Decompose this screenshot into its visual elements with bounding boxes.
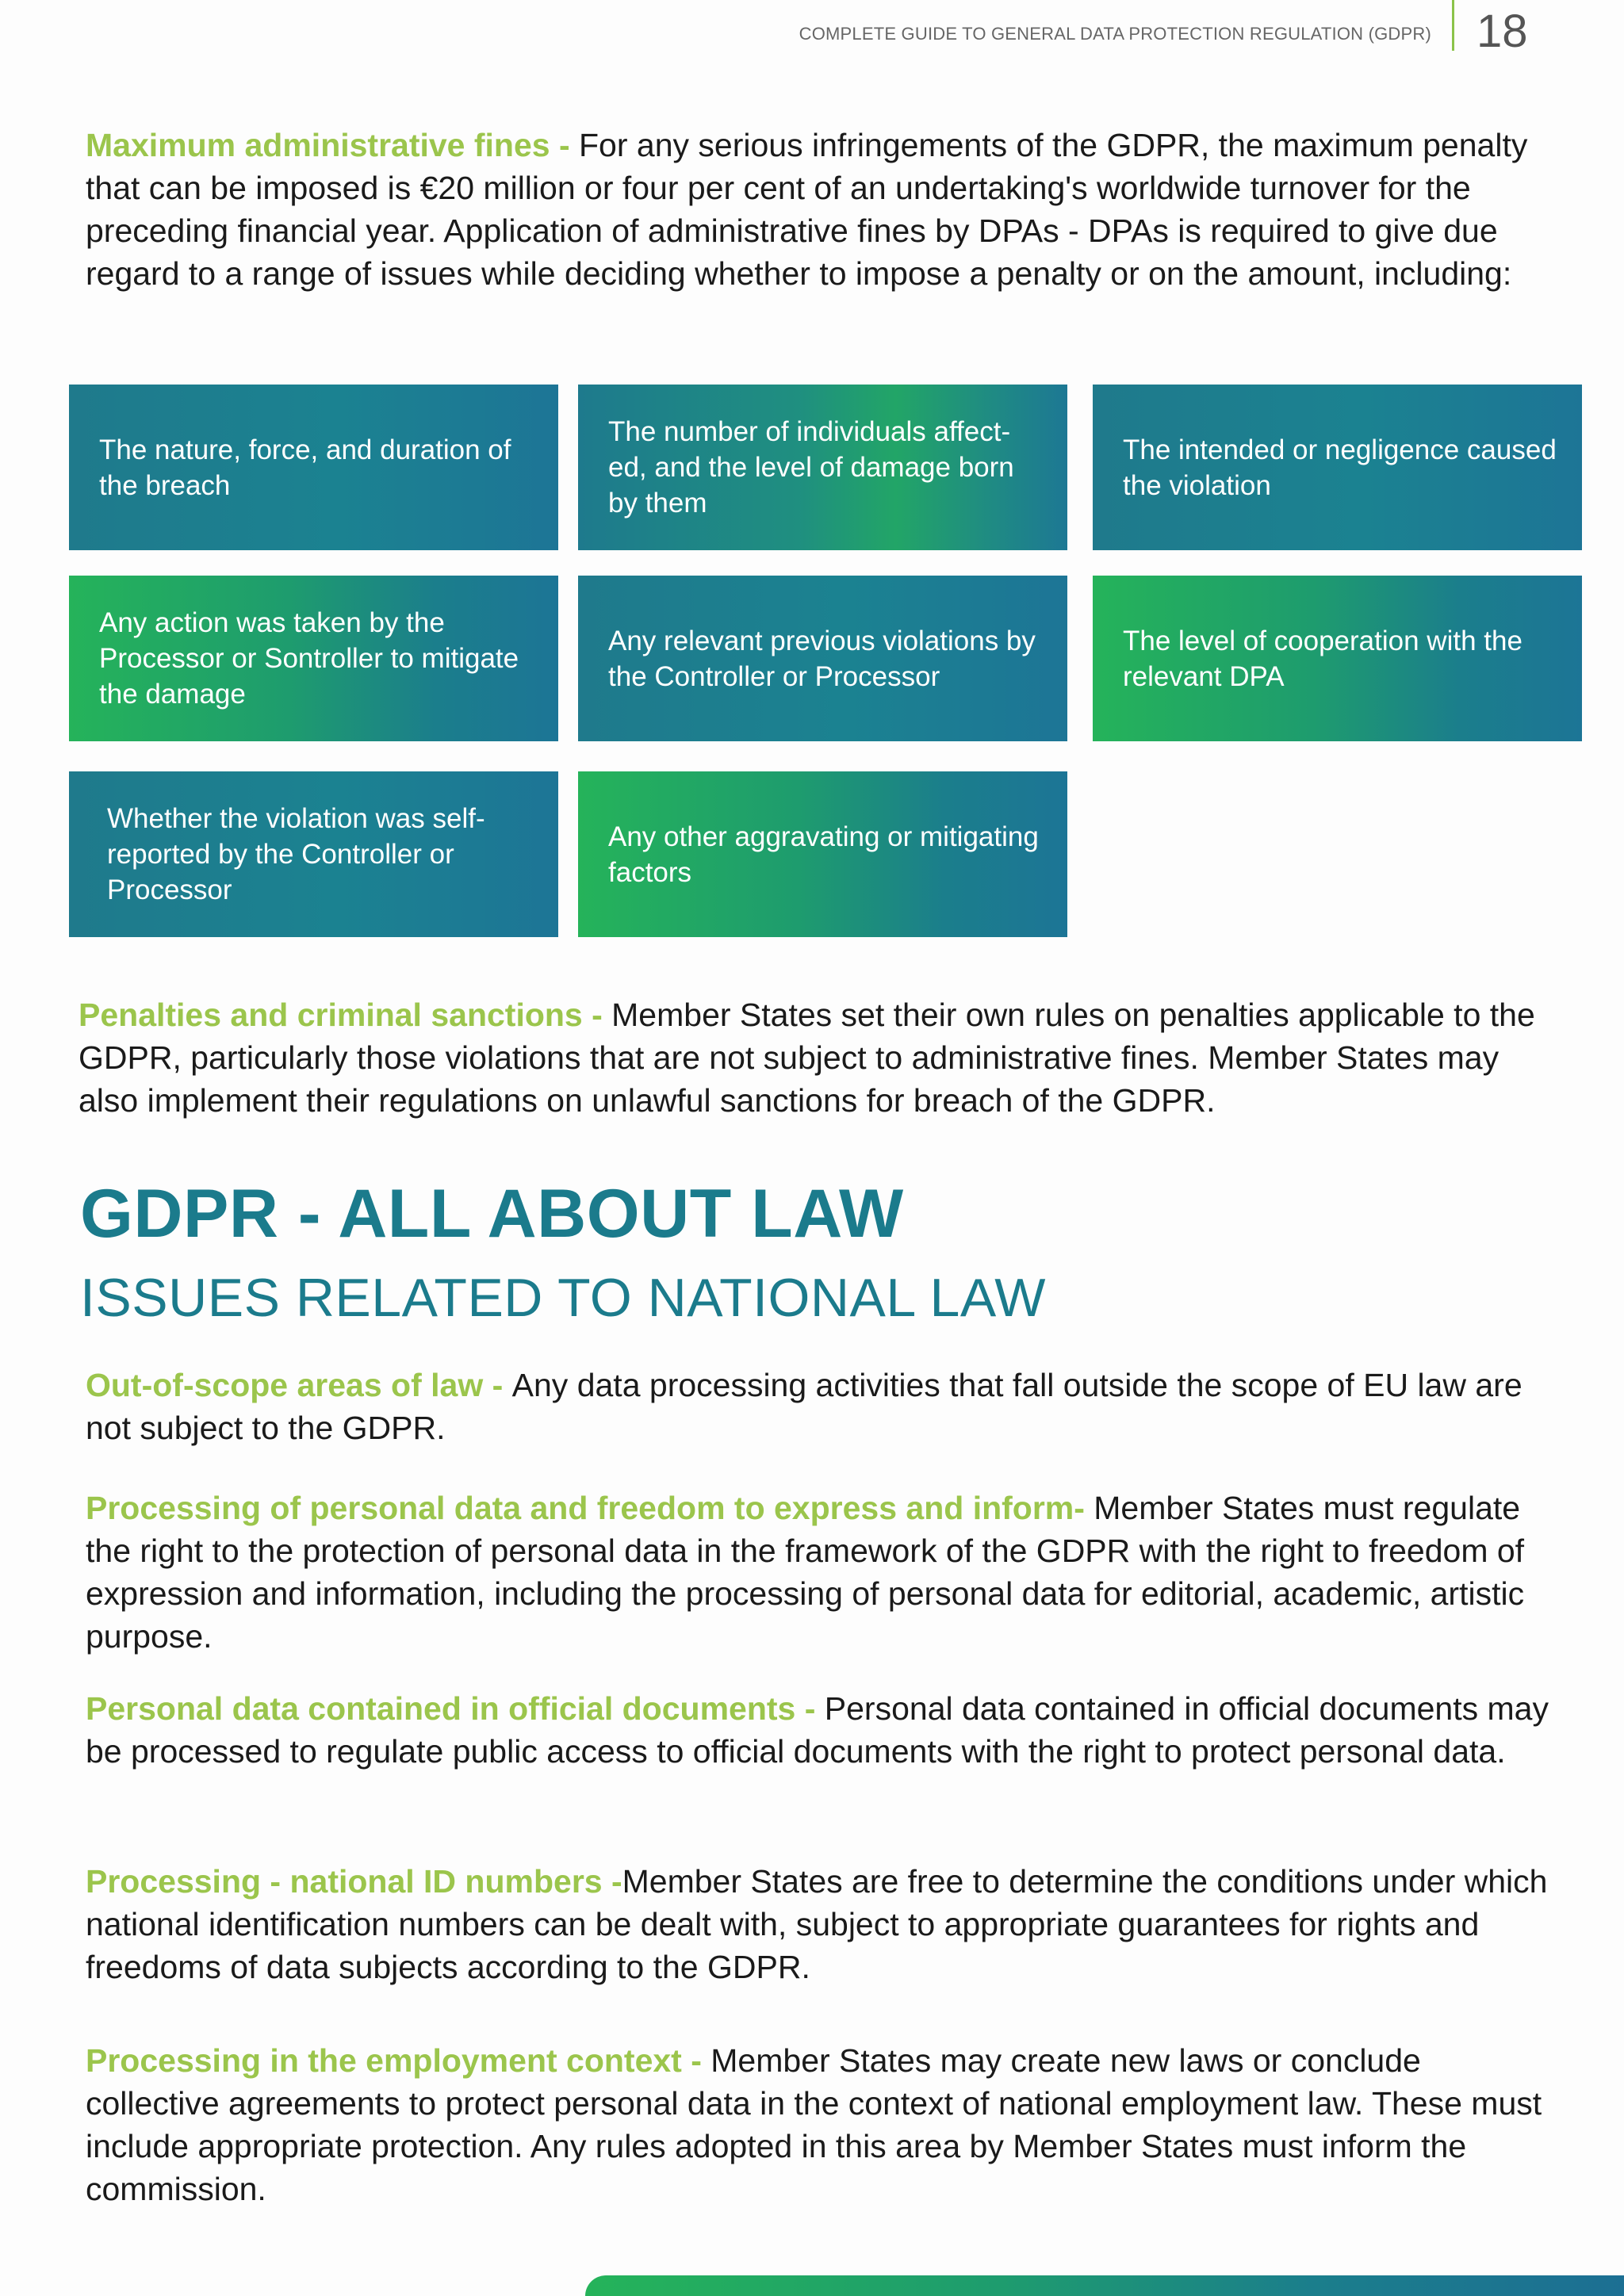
section-title: GDPR - ALL ABOUT LAW (80, 1176, 904, 1252)
item-text: Member States may create new laws or conclude collective agreements to protect personal data in the context of national employment law. These must include appropriate protection. Any rules adopted in this area by Member States must inform the commission. (86, 2042, 1542, 2207)
header-divider (1452, 0, 1454, 51)
document-title: COMPLETE GUIDE TO GENERAL DATA PROTECTION REGULATION (GDPR) (799, 24, 1431, 44)
item-text: Any data processing activities that fall outside the scope of EU law are not subject to the GDPR. (86, 1367, 1522, 1446)
item-lead: Processing - national ID numbers - (86, 1863, 622, 1900)
factor-text: The intended or negligence caused the violation (1123, 434, 1557, 501)
factor-text: The number of individuals affect-ed, and the level of damage born by them (608, 416, 1014, 519)
factor-box (1093, 576, 1582, 741)
item-text: Personal data contained in official documents may be processed to regulate public access to official documents with the right to protect personal data. (86, 1690, 1549, 1770)
factor-box (578, 576, 1067, 741)
list-item (86, 1487, 1553, 1658)
intro-text: For any serious infringements of the GDPR, the maximum penalty that can be imposed is €20 million or four per cent of an undertaking's worldwide turnover for the preceding financial year. Application of administrative fines by DPAs - DPAs is required to give due regard to a range of issues while deciding whether to impose a penalty or on the amount, including: (86, 127, 1528, 292)
page-number: 18 (1477, 6, 1528, 57)
factor-text: The level of cooperation with the relevant DPA (1123, 625, 1522, 692)
list-item (86, 1364, 1553, 1449)
factor-text: The nature, force, and duration of the breach (99, 434, 511, 501)
factor-box (69, 771, 558, 937)
item-text: Member States are free to determine the conditions under which national identification numbers can be dealt with, subject to appropriate guarantees for rights and freedoms of data subjects according to the GDPR. (86, 1863, 1548, 1985)
factor-box (69, 576, 558, 741)
item-lead: Out-of-scope areas of law - (86, 1367, 512, 1403)
factor-text: Any relevant previous violations by the Controller or Processor (608, 625, 1036, 692)
factor-text: Whether the violation was self-reported by the Controller or Processor (107, 803, 485, 905)
factor-text: Any action was taken by the Processor or Sontroller to mitigate the damage (99, 607, 519, 710)
section-subtitle: ISSUES RELATED TO NATIONAL LAW (80, 1268, 1046, 1328)
factor-box (578, 385, 1067, 550)
penalties-paragraph (79, 993, 1553, 1122)
item-lead: Processing of personal data and freedom to express and inform- (86, 1490, 1094, 1526)
item-lead: Processing in the employment context - (86, 2042, 711, 2079)
page-header (0, 0, 1624, 63)
item-lead: Personal data contained in official documents - (86, 1690, 825, 1727)
penalties-lead: Penalties and criminal sanctions - (79, 997, 612, 1033)
factor-box (578, 771, 1067, 937)
factor-box (1093, 385, 1582, 550)
item-text: Member States must regulate the right to the protection of personal data in the framework of the GDPR with the right to freedom of expression and information, including the processing of personal data for editorial, academic, artistic purpose. (86, 1490, 1525, 1655)
footer-accent-bar (585, 2275, 1624, 2296)
factor-text: Any other aggravating or mitigating factors (608, 821, 1039, 888)
intro-lead: Maximum administrative fines - (86, 127, 580, 163)
factor-box (69, 385, 558, 550)
list-item (86, 1860, 1553, 1988)
list-item (86, 2039, 1553, 2210)
penalties-text: Member States set their own rules on penalties applicable to the GDPR, particularly those violations that are not subject to administrative fines. Member States may also implement their regulations on unlawful sanctions for breach of the GDPR. (79, 997, 1535, 1119)
intro-paragraph (86, 124, 1553, 295)
list-item (86, 1687, 1553, 1773)
